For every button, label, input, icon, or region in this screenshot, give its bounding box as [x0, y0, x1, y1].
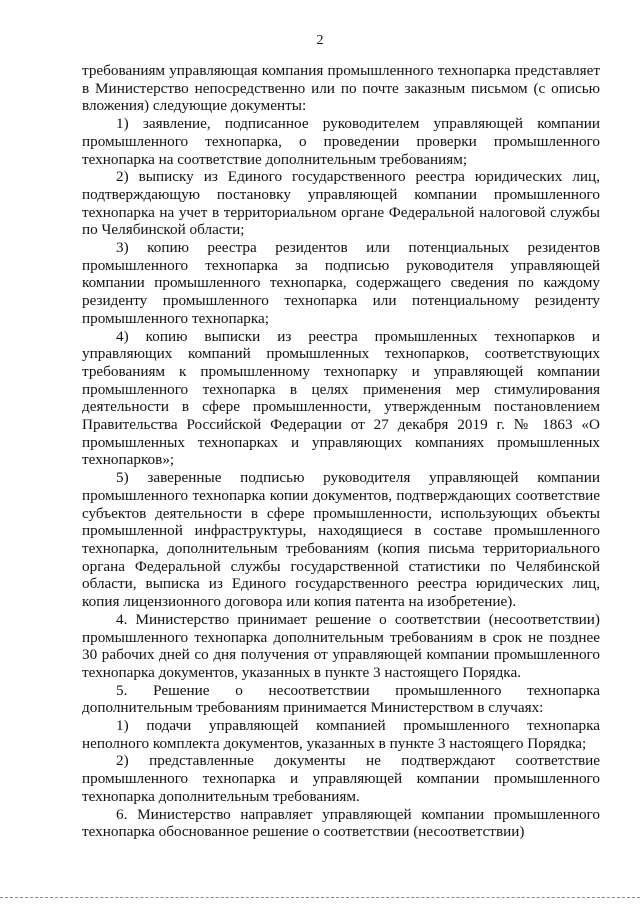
page-number: 2: [316, 33, 324, 48]
paragraph-section-5-item-2: 2) представленные документы не подтверждают соответствие промышленного технопарка и управляющей компании промышленного технопарка дополнительным требованиям.: [82, 752, 600, 805]
paragraph-item-4: 4) копию выписки из реестра промышленных технопарков и управляющих компаний промышленных технопарков, соответствующих требованиям к промышленному технопарку и управляющей компании промышленного технопарка в целях применения мер стимулирования деятельности в сфере промышленности, утвержденным постановлением Правительства Российской Федерации от 27 декабря 2019 г. № 1863 «О промышленных технопарках и управляющих компаниях промышленных технопарков»;: [82, 327, 600, 469]
paragraph-item-5: 5) заверенные подписью руководителя управляющей компании промышленного технопарка копии документов, подтверждающих соответствие субъектов деятельности в сфере промышленности, использующих объекты промышленной инфраструктуры, находящиеся в составе промышленного технопарка, дополнительным требованиям (копия письма территориального органа Федеральной службы государственной статистики по Челябинской области, выписка из Единого государственного реестра юридических лиц, копия лицензионного договора или копия патента на изобретение).: [82, 469, 600, 611]
paragraph-item-3: 3) копию реестра резидентов или потенциальных резидентов промышленного технопарка за подписью руководителя управляющей компании промышленного технопарка, содержащего сведения по каждому резиденту промышленного технопарка или потенциальному резиденту промышленного технопарка;: [82, 239, 600, 327]
paragraph-item-2: 2) выписку из Единого государственного реестра юридических лиц, подтверждающую постановку управляющей компании промышленного технопарка на учет в территориальном органе Федеральной налоговой службы по Челябинской области;: [82, 168, 600, 239]
paragraph-section-4: 4. Министерство принимает решение о соответствии (несоответствии) промышленного технопарка дополнительным требованиям в срок не позднее 30 рабочих дней со дня получения от управляющей компании промышленного технопарка документов, указанных в пункте 3 настоящего Порядка.: [82, 610, 600, 681]
paragraph-section-5-item-1: 1) подачи управляющей компанией промышленного технопарка неполного комплекта документов, указанных в пункте 3 настоящего Порядка;: [82, 717, 600, 752]
paragraph-intro: требованиям управляющая компания промышленного технопарка представляет в Министерство непосредственно или по почте заказным письмом (с описью вложения) следующие документы:: [82, 62, 600, 115]
paragraph-section-6: 6. Министерство направляет управляющей компании промышленного технопарка обоснованное решение о соответствии (несоответствии): [82, 805, 600, 841]
paragraph-section-5: 5. Решение о несоответствии промышленного технопарка дополнительным требованиям принимается Министерством в случаях:: [82, 681, 600, 717]
paragraph-item-1: 1) заявление, подписанное руководителем управляющей компании промышленного технопарка, о проведении проверки промышленного технопарка на соответствие дополнительным требованиям;: [82, 115, 600, 168]
page-bottom-edge: [0, 897, 640, 898]
document-body: [82, 62, 600, 841]
